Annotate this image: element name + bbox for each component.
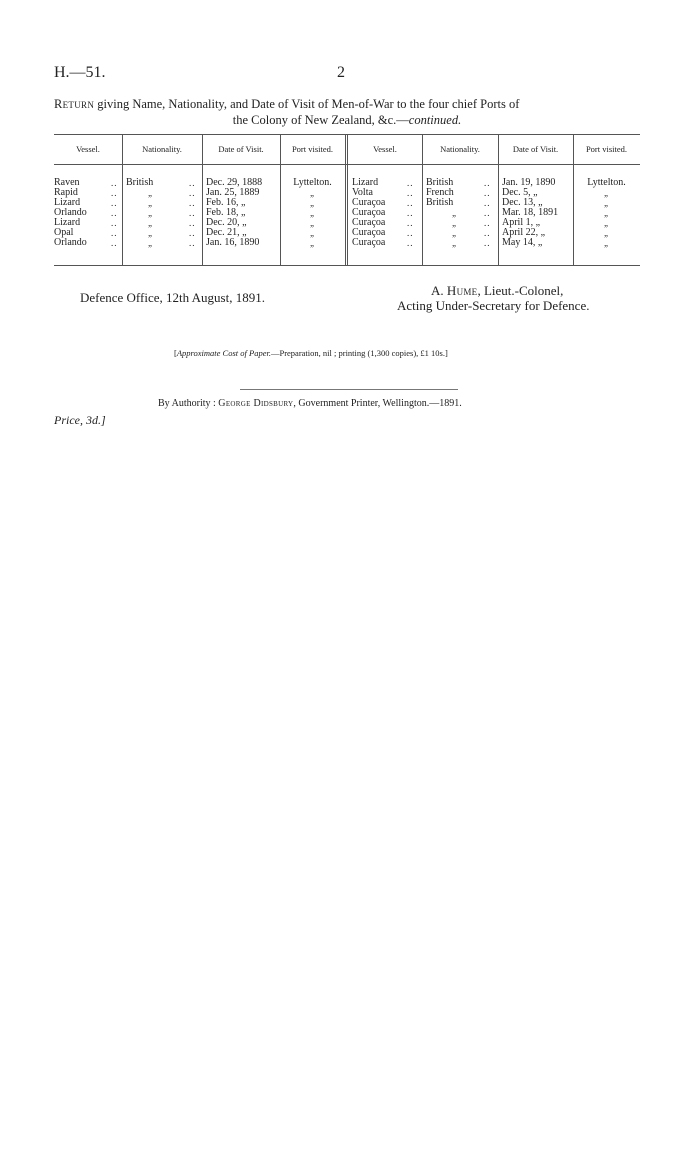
vessel-cell: Rapid xyxy=(54,187,78,198)
leader-dots: .. xyxy=(484,218,491,228)
table-row xyxy=(54,178,640,188)
title-line1: giving Name, Nationality, and Date of Visit of Men-of-War to the four chief Ports of xyxy=(94,97,520,111)
leader-dots: .. xyxy=(189,228,196,238)
nationality-cell: „ xyxy=(148,238,154,248)
vessel-cell: Lizard xyxy=(352,177,379,188)
title-line2-wrap xyxy=(54,112,640,128)
leader-dots: .. xyxy=(189,218,196,228)
port-cell: Lyttelton. xyxy=(293,177,332,188)
nationality-cell: French xyxy=(426,187,454,198)
title-line2: the Colony of New Zealand, &c.— xyxy=(232,113,409,127)
leader-dots: .. xyxy=(484,178,491,188)
signatory-rank: , Lieut.-Colonel, xyxy=(477,283,564,298)
visits-table xyxy=(54,134,640,268)
leader-dots: .. xyxy=(484,198,491,208)
date-cell: Dec. 13, „ xyxy=(502,197,543,208)
col-header-date: Date of Visit. xyxy=(512,144,559,154)
date-cell: Mar. 18, 1891 xyxy=(502,207,559,218)
date-cell: Dec. 29, 1888 xyxy=(206,177,263,188)
nationality-cell: British xyxy=(426,177,454,188)
table-bottom-rule xyxy=(54,265,640,266)
col-header-port: Port visited. xyxy=(585,144,628,154)
leader-dots: .. xyxy=(407,178,414,188)
date-cell: May 14, „ xyxy=(502,237,543,248)
nationality-cell: British xyxy=(126,177,154,188)
nationality-cell: „ xyxy=(148,188,154,198)
col-header-nationality: Nationality. xyxy=(142,144,182,154)
date-cell: April 22, „ xyxy=(502,227,546,238)
leader-dots: .. xyxy=(111,228,118,238)
port-cell: „ xyxy=(309,238,315,248)
vessel-cell: Opal xyxy=(54,227,74,238)
port-cell: „ xyxy=(603,228,609,238)
leader-dots: .. xyxy=(189,188,196,198)
vessel-cell: Curaçoa xyxy=(352,197,386,208)
cost-detail: —Preparation, nil ; printing (1,300 copies), £1 10s.] xyxy=(270,348,448,358)
vessel-cell: Orlando xyxy=(54,237,87,248)
cost-open: [ xyxy=(174,348,177,358)
date-cell: Dec. 20, „ xyxy=(206,217,247,228)
col-header-vessel: Vessel. xyxy=(373,144,397,154)
date-cell: Feb. 18, „ xyxy=(206,207,246,218)
port-cell: „ xyxy=(603,218,609,228)
vessel-cell: Lizard xyxy=(54,197,81,208)
vessel-cell: Lizard xyxy=(54,217,81,228)
port-cell: „ xyxy=(603,198,609,208)
nationality-cell: „ xyxy=(148,228,154,238)
port-cell: „ xyxy=(603,208,609,218)
port-cell: „ xyxy=(309,198,315,208)
leader-dots: .. xyxy=(111,208,118,218)
table-row xyxy=(54,218,640,228)
date-cell: Jan. 19, 1890 xyxy=(502,177,556,188)
separator-rule xyxy=(240,389,458,390)
port-cell: „ xyxy=(603,238,609,248)
vessel-cell: Volta xyxy=(352,187,373,198)
leader-dots: .. xyxy=(407,218,414,228)
printer-authority xyxy=(158,398,462,409)
nationality-cell: „ xyxy=(452,218,458,228)
port-cell: „ xyxy=(309,228,315,238)
page-number: 2 xyxy=(337,64,345,81)
leader-dots: .. xyxy=(484,228,491,238)
col-header-port: Port visited. xyxy=(291,144,334,154)
date-cell: Feb. 16, „ xyxy=(206,197,246,208)
vessel-cell: Curaçoa xyxy=(352,207,386,218)
authority-prefix: By Authority : xyxy=(158,398,219,409)
vessel-cell: Curaçoa xyxy=(352,227,386,238)
signatory-title: Acting Under-Secretary for Defence. xyxy=(397,298,590,313)
price-label: Price, 3d.] xyxy=(54,413,106,427)
cost-note xyxy=(174,348,448,358)
leader-dots: .. xyxy=(407,208,414,218)
leader-dots: .. xyxy=(111,188,118,198)
return-title xyxy=(54,96,640,128)
date-cell: Jan. 25, 1889 xyxy=(206,187,260,198)
printer-name: George Didsbury xyxy=(218,398,294,409)
nationality-cell: „ xyxy=(452,208,458,218)
col-header-vessel: Vessel. xyxy=(76,144,100,154)
table-row xyxy=(54,238,640,248)
document-id: H.—51. xyxy=(54,64,106,81)
vessel-cell: Raven xyxy=(54,177,80,188)
leader-dots: .. xyxy=(111,238,118,248)
leader-dots: .. xyxy=(189,178,196,188)
leader-dots: .. xyxy=(189,198,196,208)
leader-dots: .. xyxy=(484,208,491,218)
leader-dots: .. xyxy=(407,238,414,248)
nationality-cell: British xyxy=(426,197,454,208)
leader-dots: .. xyxy=(407,198,414,208)
vessel-cell: Curaçoa xyxy=(352,237,386,248)
table-row xyxy=(54,188,640,198)
leader-dots: .. xyxy=(484,238,491,248)
vessel-cell: Orlando xyxy=(54,207,87,218)
table-row xyxy=(54,228,640,238)
port-cell: „ xyxy=(309,208,315,218)
port-cell: „ xyxy=(309,188,315,198)
nationality-cell: „ xyxy=(452,228,458,238)
vessel-cell: Curaçoa xyxy=(352,217,386,228)
port-cell: „ xyxy=(603,188,609,198)
signatory-name xyxy=(431,283,563,299)
nationality-cell: „ xyxy=(148,198,154,208)
leader-dots: .. xyxy=(407,228,414,238)
nationality-cell: „ xyxy=(148,208,154,218)
leader-dots: .. xyxy=(111,178,118,188)
signatory-surname: Hume xyxy=(446,283,478,298)
date-cell: Dec. 5, „ xyxy=(502,187,538,198)
date-cell: Jan. 16, 1890 xyxy=(206,237,260,248)
cost-label: Approximate Cost of Paper. xyxy=(176,348,271,358)
leader-dots: .. xyxy=(484,188,491,198)
leader-dots: .. xyxy=(111,218,118,228)
leader-dots: .. xyxy=(407,188,414,198)
nationality-cell: „ xyxy=(452,238,458,248)
title-lead: Return xyxy=(54,97,95,111)
port-cell: Lyttelton. xyxy=(587,177,626,188)
col-header-nationality: Nationality. xyxy=(440,144,480,154)
date-cell: April 1, „ xyxy=(502,217,541,228)
nationality-cell: „ xyxy=(148,218,154,228)
date-cell: Dec. 21, „ xyxy=(206,227,247,238)
leader-dots: .. xyxy=(111,198,118,208)
leader-dots: .. xyxy=(189,238,196,248)
signatory-initial: A. xyxy=(431,283,447,298)
col-header-date: Date of Visit. xyxy=(218,144,264,154)
leader-dots: .. xyxy=(189,208,196,218)
authority-suffix: , Government Printer, Wellington.—1891. xyxy=(293,398,462,409)
table-row xyxy=(54,208,640,218)
title-continued: continued. xyxy=(408,113,462,127)
port-cell: „ xyxy=(309,218,315,228)
office-date: Defence Office, 12th August, 1891. xyxy=(80,290,265,305)
